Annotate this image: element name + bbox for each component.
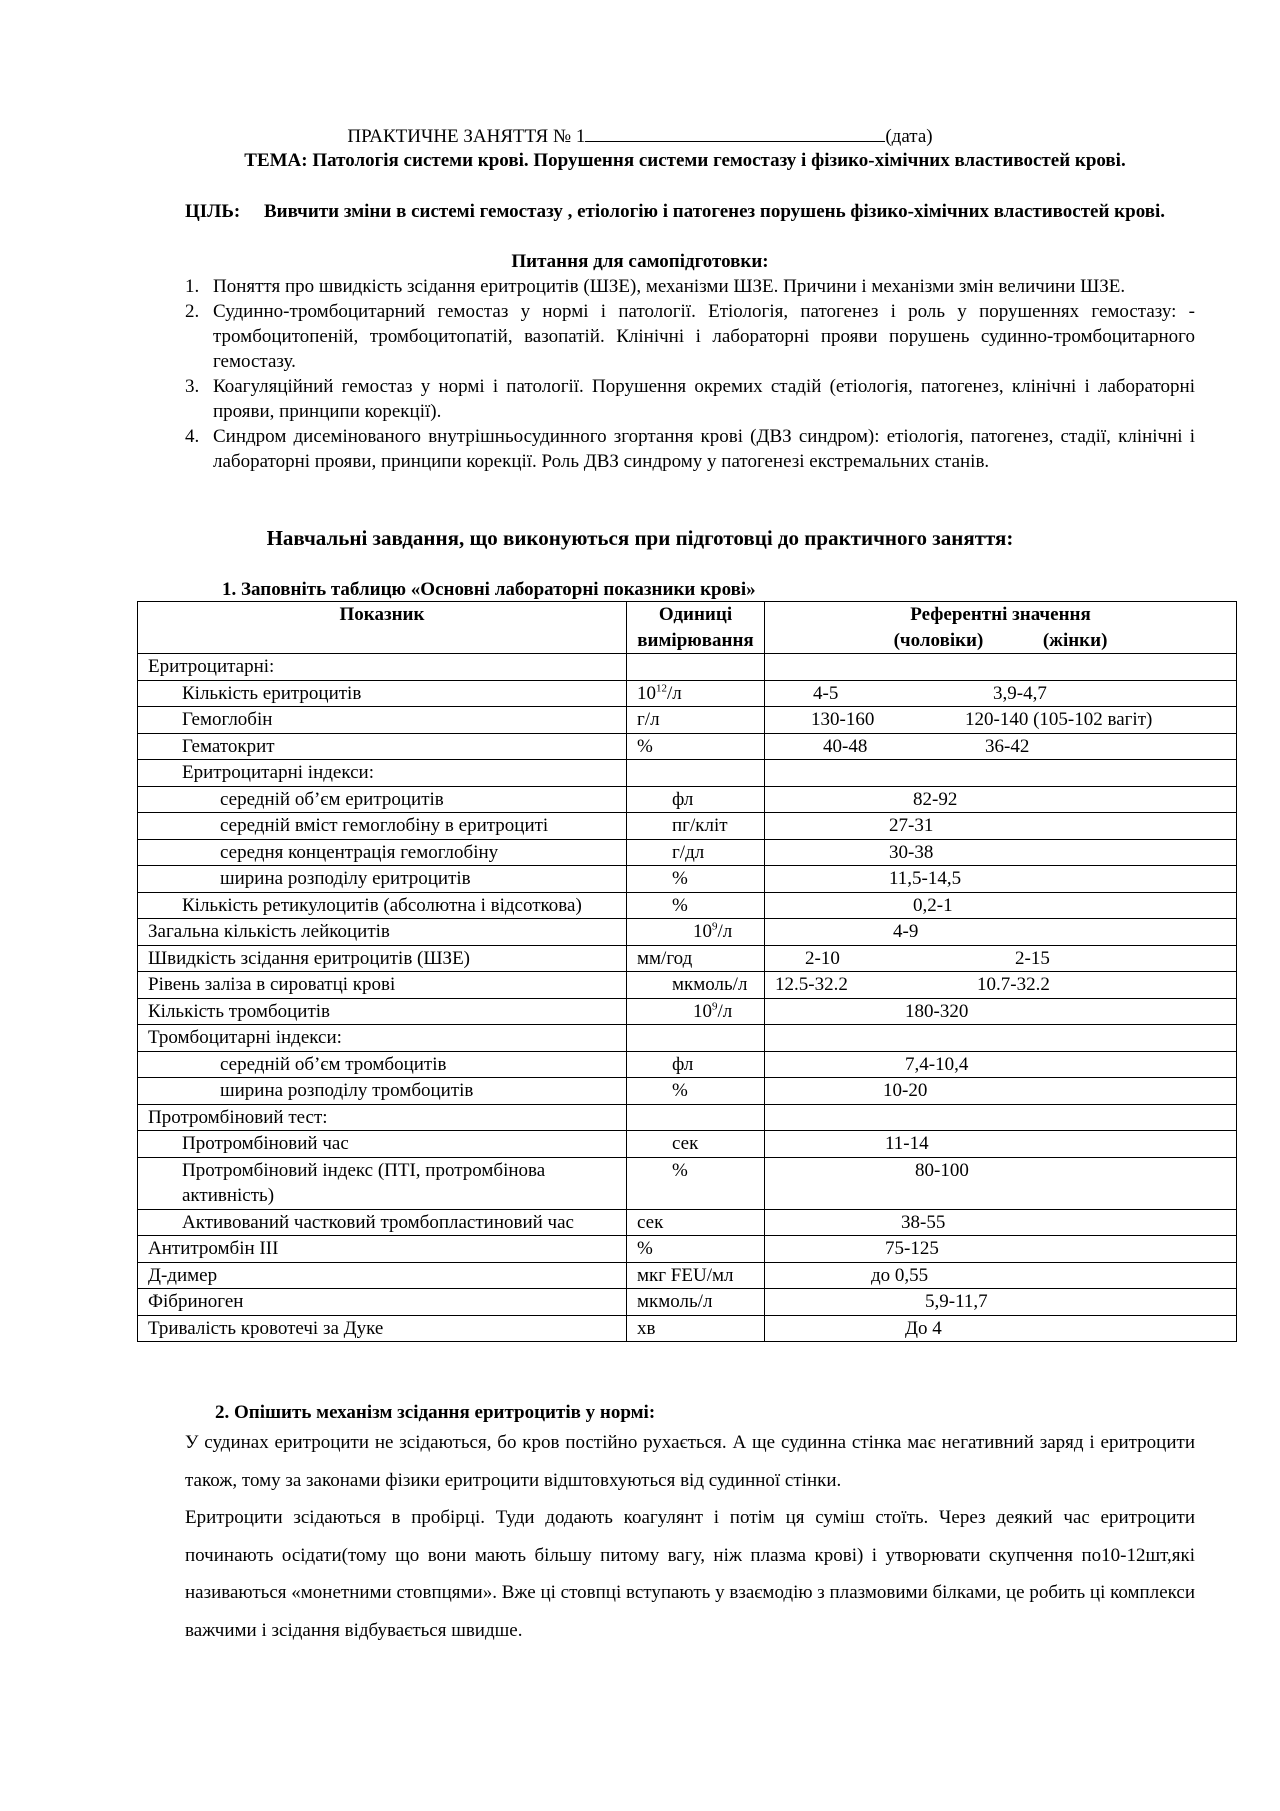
date-label: (дата) <box>885 126 933 147</box>
table-row <box>138 760 1237 787</box>
units-cell: мкмоль/л <box>627 972 765 999</box>
reference-value: 7,4-10,4 <box>905 1053 969 1075</box>
indicator-cell: середній об’єм тромбоцитів <box>138 1051 627 1078</box>
reference-female: 2-15 <box>1015 947 1050 969</box>
prep-questions-list <box>185 274 1195 474</box>
reference-value: до 0,55 <box>871 1264 929 1286</box>
units-tail: /л <box>667 682 682 704</box>
question-text: Судинно-тромбоцитарний гемостаз у нормі і патології. Етіологія, патогенез і роль у порушеннях гемостазу: - тромбоцитопеній, тромбоцитопатій, вазопатій. Клінічні і лабораторні прояви порушень судинно-тромбоцитарного гемостазу. <box>213 301 1195 372</box>
indicator-cell: Гематокрит <box>138 733 627 760</box>
indicator-cell: Кількість еритроцитів <box>138 680 627 707</box>
indicator-cell: Еритроцитарні: <box>138 654 627 681</box>
reference-cell <box>765 654 1237 681</box>
reference-male: 4-5 <box>813 682 839 704</box>
reference-cell <box>765 919 1237 946</box>
reference-cell <box>765 707 1237 734</box>
reference-cell <box>765 1262 1237 1289</box>
tasks-heading: Навчальні завдання, що виконуються при підготовці до практичного заняття: <box>266 526 1014 550</box>
reference-value: 180-320 <box>905 1000 969 1022</box>
reference-cell <box>765 1104 1237 1131</box>
date-blank-field <box>585 123 885 142</box>
question-item <box>185 424 1195 474</box>
units-cell: % <box>627 866 765 893</box>
reference-cell <box>765 1315 1237 1342</box>
units-cell: фл <box>627 786 765 813</box>
units-cell: г/дл <box>627 839 765 866</box>
question-item <box>185 299 1195 374</box>
table-row <box>138 1209 1237 1236</box>
table-row <box>138 1289 1237 1316</box>
table-row <box>138 813 1237 840</box>
indicator-cell: Еритроцитарні індекси: <box>138 760 627 787</box>
reference-cell <box>765 813 1237 840</box>
table-row <box>138 786 1237 813</box>
table-row <box>138 945 1237 972</box>
units-tail: /л <box>717 921 733 942</box>
indicator-cell: Фібриноген <box>138 1289 627 1316</box>
units-cell: сек <box>627 1209 765 1236</box>
units-cell: % <box>627 892 765 919</box>
question-number: 2. <box>185 301 200 322</box>
indicator-cell: Кількість ретикулоцитів (абсолютна і відсоткова) <box>138 892 627 919</box>
units-cell <box>627 919 765 946</box>
reference-value: 30-38 <box>889 841 934 863</box>
header-male: (чоловіки) <box>893 629 984 651</box>
table-caption: 1. Заповніть таблицю «Основні лабораторні показники крові» <box>222 579 756 600</box>
units-cell <box>627 760 765 787</box>
indicator-cell: Д-димер <box>138 1262 627 1289</box>
lesson-topic: ТЕМА: Патологія системи крові. Порушення системи гемостазу і фізико-хімічних властивостей крові. <box>244 150 1126 171</box>
header-female: (жінки) <box>1042 629 1108 651</box>
table-row <box>138 1104 1237 1131</box>
units-tail: /л <box>717 1000 733 1022</box>
table-row <box>138 998 1237 1025</box>
reference-cell <box>765 1209 1237 1236</box>
indicator-cell: Протромбіновий індекс (ПТІ, протромбінова активність) <box>138 1157 627 1209</box>
reference-cell <box>765 680 1237 707</box>
units-cell: % <box>627 1157 765 1209</box>
reference-value: 10-20 <box>883 1080 928 1101</box>
indicator-cell: Активований частковий тромбопластиновий час <box>138 1209 627 1236</box>
units-cell: хв <box>627 1315 765 1342</box>
reference-cell <box>765 1236 1237 1263</box>
units-exponent: 9 <box>712 1000 718 1013</box>
table-row <box>138 919 1237 946</box>
answer-paragraph: У судинах еритроцити не зсідаються, бо кров постійно рухається. А ще судинна стінка має негативний заряд і еритроцити також, тому за законами фізики еритроцити відштовхуються від судинної стінки. <box>185 1432 1195 1491</box>
units-exponent: 12 <box>656 682 667 695</box>
units-cell: мкг FEU/мл <box>627 1262 765 1289</box>
question-item <box>185 274 1195 299</box>
reference-cell <box>765 1078 1237 1105</box>
reference-female: 36-42 <box>985 735 1030 757</box>
table-row <box>138 707 1237 734</box>
answer-paragraph: Еритроцити зсідаються в пробірці. Туди додають коагулянт і потім ця суміш стоїть. Через деякий час еритроцити починають осідати(тому що вони мають більшу питому вагу, ніж плазма крові) і утворювати скупчення по10-12шт,які називаються «монетними стовпцями». Вже ці стовпці вступають у взаємодію з плазмовими білками, це робить ці комплекси важчими і зсідання відбувається швидше. <box>185 1507 1195 1641</box>
reference-value: 4-9 <box>893 921 919 942</box>
header-indicator: Показник <box>138 602 627 654</box>
table-body <box>138 654 1237 1342</box>
reference-cell <box>765 866 1237 893</box>
lesson-title: ПРАКТИЧНЕ ЗАНЯТТЯ № 1 <box>347 126 586 147</box>
table-row <box>138 654 1237 681</box>
reference-value: 5,9-11,7 <box>925 1291 988 1312</box>
reference-value: 38-55 <box>901 1211 946 1233</box>
lesson-goal <box>185 199 1195 225</box>
table-row <box>138 1315 1237 1342</box>
table-row <box>138 1078 1237 1105</box>
reference-value: 27-31 <box>889 815 934 836</box>
indicator-cell: Рівень заліза в сироватці крові <box>138 972 627 999</box>
units-cell: г/л <box>627 707 765 734</box>
indicator-cell: Протромбіновий час <box>138 1131 627 1158</box>
units-cell: мкмоль/л <box>627 1289 765 1316</box>
table-row <box>138 972 1237 999</box>
reference-cell <box>765 839 1237 866</box>
reference-cell <box>765 1289 1237 1316</box>
table-row <box>138 1131 1237 1158</box>
units-cell: сек <box>627 1131 765 1158</box>
indicator-cell: середня концентрація гемоглобіну <box>138 839 627 866</box>
task2-heading: 2. Опішить механізм зсідання еритроцитів у нормі: <box>215 1402 656 1423</box>
units-cell: % <box>627 733 765 760</box>
task2-answer <box>185 1424 1195 1649</box>
prep-questions-heading: Питання для самопідготовки: <box>511 251 769 272</box>
reference-cell <box>765 972 1237 999</box>
units-cell <box>627 654 765 681</box>
header-units: Одиниці вимірювання <box>627 602 765 654</box>
reference-cell <box>765 1157 1237 1209</box>
indicator-cell: середній об’єм еритроцитів <box>138 786 627 813</box>
units-base: 10 <box>693 1000 712 1022</box>
reference-cell <box>765 786 1237 813</box>
reference-value: До 4 <box>905 1317 942 1339</box>
indicator-cell: Тривалість кровотечі за Дуке <box>138 1315 627 1342</box>
indicator-cell: Кількість тромбоцитів <box>138 998 627 1025</box>
question-text: Поняття про швидкість зсідання еритроцитів (ШЗЕ), механізми ШЗЕ. Причини і механізми змін величини ШЗЕ. <box>213 276 1126 297</box>
header-reference-title: Референтні значення <box>910 604 1091 625</box>
reference-value: 82-92 <box>913 788 958 810</box>
reference-cell <box>765 1025 1237 1052</box>
units-base: 10 <box>637 682 656 704</box>
reference-female: 10.7-32.2 <box>977 974 1050 995</box>
indicator-cell: Антитромбін ІІІ <box>138 1236 627 1263</box>
table-row <box>138 680 1237 707</box>
table-row <box>138 892 1237 919</box>
reference-male: 130-160 <box>811 709 875 730</box>
reference-cell <box>765 733 1237 760</box>
indicator-cell: Протромбіновий тест: <box>138 1104 627 1131</box>
reference-female: 3,9-4,7 <box>993 682 1047 704</box>
units-exponent: 9 <box>712 920 718 933</box>
indicator-cell: ширина розподілу еритроцитів <box>138 866 627 893</box>
reference-cell <box>765 945 1237 972</box>
goal-label: ЦІЛЬ: <box>185 201 241 222</box>
reference-cell <box>765 998 1237 1025</box>
indicator-cell: Гемоглобін <box>138 707 627 734</box>
reference-cell <box>765 1051 1237 1078</box>
lab-indicators-table <box>137 601 1237 1342</box>
units-cell <box>627 1104 765 1131</box>
table-row <box>138 1157 1237 1209</box>
question-text: Коагуляційний гемостаз у нормі і патології. Порушення окремих стадій (етіологія, патогенез, клінічні і лабораторні прояви, принципи корекції). <box>213 376 1195 422</box>
question-text: Синдром дисемінованого внутрішньосудинного згортання крові (ДВЗ синдром): етіологія, патогенез, стадії, клінічні і лабораторні прояви, принципи корекції. Роль ДВЗ синдрому у патогенезі екстремальних станів. <box>213 426 1195 472</box>
question-number: 3. <box>185 376 200 397</box>
header-reference <box>765 602 1237 654</box>
reference-value: 80-100 <box>915 1159 969 1181</box>
question-item <box>185 374 1195 424</box>
reference-cell <box>765 760 1237 787</box>
lesson-title-line <box>0 123 1280 150</box>
units-base: 10 <box>693 921 712 942</box>
table-row <box>138 866 1237 893</box>
table-row <box>138 733 1237 760</box>
table-row <box>138 1025 1237 1052</box>
table-row <box>138 1051 1237 1078</box>
units-cell <box>627 1025 765 1052</box>
table-header-row <box>138 602 1237 654</box>
indicator-cell: Швидкість зсідання еритроцитів (ШЗЕ) <box>138 945 627 972</box>
indicator-cell: ширина розподілу тромбоцитів <box>138 1078 627 1105</box>
table-row <box>138 1262 1237 1289</box>
indicator-cell: Тромбоцитарні індекси: <box>138 1025 627 1052</box>
reference-value: 0,2-1 <box>913 894 953 916</box>
reference-male: 2-10 <box>805 947 840 969</box>
units-cell: мм/год <box>627 945 765 972</box>
units-cell <box>627 998 765 1025</box>
units-cell: % <box>627 1078 765 1105</box>
reference-value: 11-14 <box>885 1133 929 1154</box>
table-row <box>138 839 1237 866</box>
units-cell <box>627 680 765 707</box>
question-number: 4. <box>185 426 200 447</box>
reference-male: 40-48 <box>823 735 868 757</box>
indicator-cell: середній вміст гемоглобіну в еритроциті <box>138 813 627 840</box>
table-row <box>138 1236 1237 1263</box>
reference-cell <box>765 1131 1237 1158</box>
header-reference-sub <box>765 628 1236 654</box>
reference-value: 75-125 <box>885 1238 939 1259</box>
units-cell: пг/кліт <box>627 813 765 840</box>
goal-text: Вивчити зміни в системі гемостазу , етіологію і патогенез порушень фізико-хімічних властивостей крові. <box>264 201 1166 222</box>
reference-female: 120-140 (105-102 вагіт) <box>965 709 1153 730</box>
indicator-cell: Загальна кількість лейкоцитів <box>138 919 627 946</box>
question-number: 1. <box>185 276 200 297</box>
reference-value: 11,5-14,5 <box>889 868 962 889</box>
reference-cell <box>765 892 1237 919</box>
reference-male: 12.5-32.2 <box>775 974 848 995</box>
units-cell: % <box>627 1236 765 1263</box>
units-cell: фл <box>627 1051 765 1078</box>
